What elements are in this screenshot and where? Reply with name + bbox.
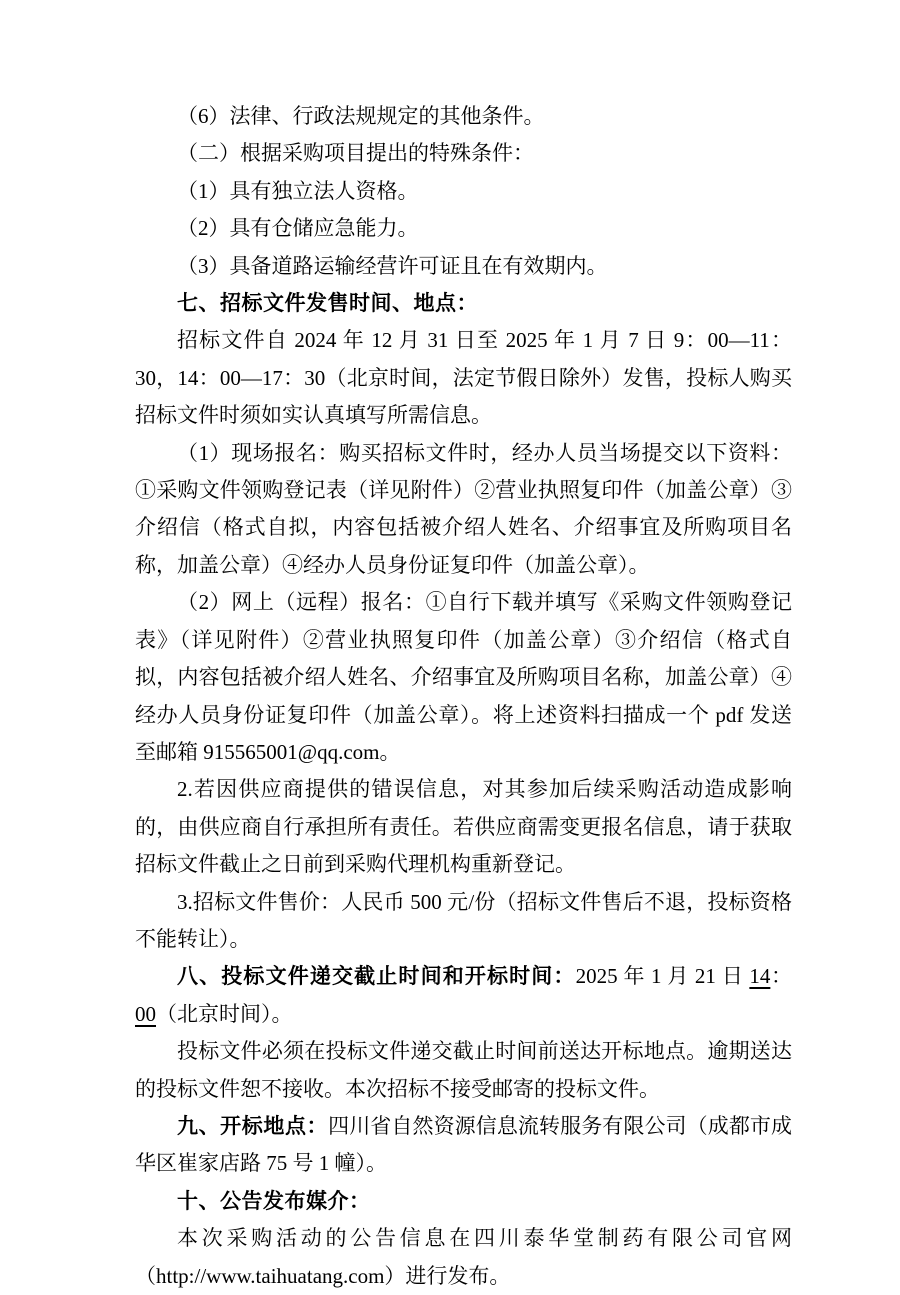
paragraph-text: （1）具有独立法人资格。 — [177, 178, 419, 203]
paragraph-text: （2）网上（远程）报名：①自行下载并填写《采购文件领购登记表》（详见附件）②营业执照复印件（加盖公章）③介绍信（格式自拟，内容包括被介绍人姓名、介绍事宜及所购项目名称，加盖公章）④经办人员身份证复印件（加盖公章）。将上述资料扫描成一个 pdf 发送至邮箱 915565001@qq.com。 — [135, 590, 792, 764]
paragraph-text: （2）具有仓储应急能力。 — [177, 216, 419, 241]
deadline-minute-text: 00 — [135, 1001, 156, 1026]
heading-text: 七、招标文件发售时间、地点： — [177, 292, 478, 316]
condition-legal-person — [135, 173, 792, 210]
section7-sale-time — [135, 322, 792, 434]
paragraph-text: 本次采购活动的公告信息在四川泰华堂制药有限公司官网（http://www.taihuatang.com）进行发布。 — [135, 1226, 792, 1288]
deadline-colon-text: ： — [770, 964, 793, 989]
paragraph-text: 投标文件必须在投标文件递交截止时间前送达开标地点。逾期送达的投标文件恕不接收。本次招标不接受邮寄的投标文件。 — [135, 1039, 792, 1101]
paragraph-text: 3.招标文件售价：人民币 500 元/份（招标文件售后不退，投标资格不能转让）。 — [135, 889, 792, 951]
condition-warehouse-capacity — [135, 210, 792, 247]
paragraph-text: （3）具备道路运输经营许可证且在有效期内。 — [177, 253, 608, 278]
heading-text: 八、投标文件递交截止时间和开标时间： — [177, 965, 576, 989]
paragraph-text: （1）现场报名：购买招标文件时，经办人员当场提交以下资料：①采购文件领购登记表（详见附件）②营业执照复印件（加盖公章）③介绍信（格式自拟，内容包括被介绍人姓名、介绍事宜及所购项目名称，加盖公章）④经办人员身份证复印件（加盖公章）。 — [135, 440, 792, 577]
paragraph-text: （6）法律、行政法规规定的其他条件。 — [177, 104, 545, 128]
announcement-media — [135, 1220, 792, 1295]
online-registration — [135, 584, 792, 771]
paragraph-text: 招标文件自 2024 年 12 月 31 日至 2025 年 1 月 7 日 9：00—11：30，14：00—17：30（北京时间，法定节假日除外）发售，投标人购买招标文件时须如实认真填写所需信息。 — [135, 328, 792, 428]
heading-text: 九、开标地点： — [177, 1114, 329, 1138]
clause-other-conditions — [135, 98, 792, 135]
special-conditions-heading — [135, 135, 792, 172]
paragraph-text: 2.若因供应商提供的错误信息，对其参加后续采购活动造成影响的，由供应商自行承担所有责任。若供应商需变更报名信息，请于获取招标文件截止之日前到采购代理机构重新登记。 — [135, 777, 792, 877]
section10-heading — [135, 1183, 792, 1220]
supplier-error-note — [135, 771, 792, 883]
deadline-date-text: 2025 年 1 月 21 日 — [575, 964, 750, 989]
condition-road-transport-license — [135, 248, 792, 285]
opening-place-text: 四川省自然资源信息流转服务有限公司（成都市成华区崔家店路 75 号 1 幢）。 — [135, 1113, 792, 1176]
submission-note — [135, 1033, 792, 1108]
deadline-timezone-text: （北京时间）。 — [156, 1001, 293, 1026]
paragraph-text: （二）根据采购项目提出的特殊条件： — [177, 141, 534, 166]
heading-text: 十、公告发布媒介： — [177, 1189, 371, 1213]
section8-deadline — [135, 958, 792, 1033]
section7-heading — [135, 285, 792, 322]
document-price — [135, 884, 792, 959]
onsite-registration — [135, 435, 792, 585]
deadline-hour-text: 14 — [749, 964, 771, 989]
section9-opening-place — [135, 1108, 792, 1183]
